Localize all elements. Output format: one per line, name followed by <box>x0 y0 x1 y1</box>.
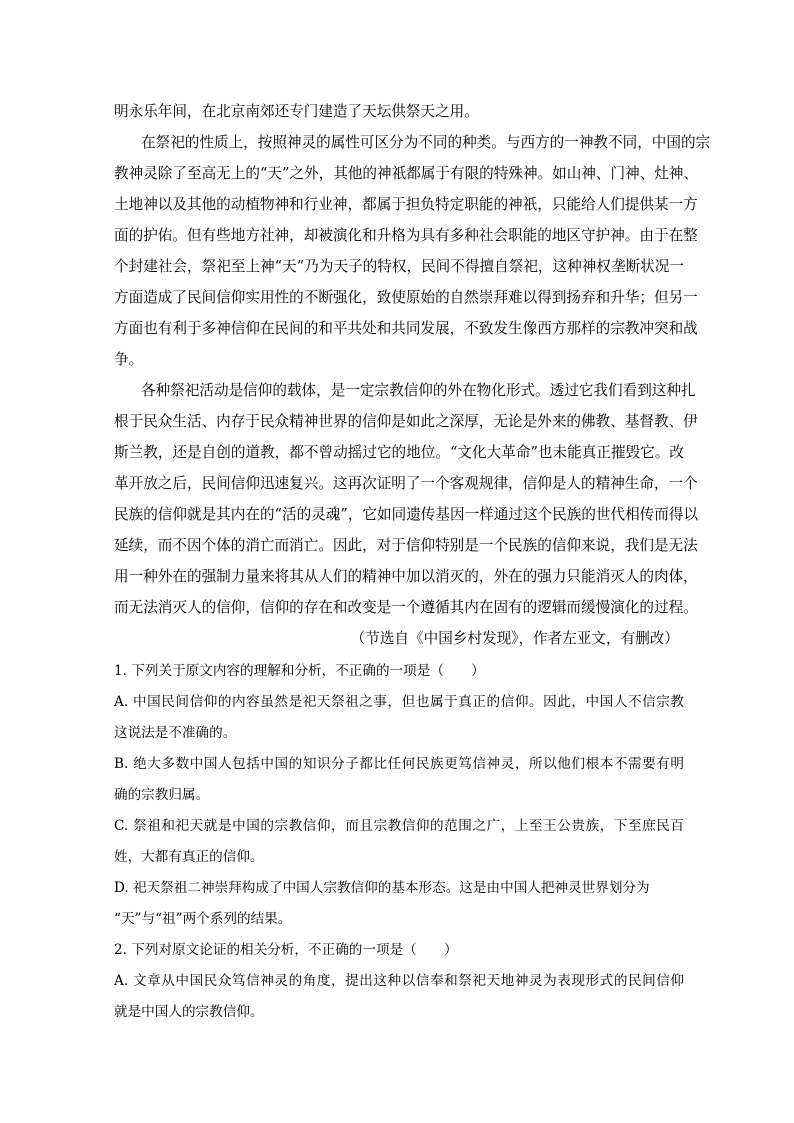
option-d-line: “天”与“祖”两个系列的结果。 <box>114 911 292 927</box>
paragraph-line: 土地神以及其他的动植物神和行业神，都属于担负特定职能的神祇，只能给人们提供某一方 <box>114 196 698 213</box>
paragraph-line: 个封建社会，祭祀至上神“天”乃为天子的特权，民间不得擅自祭祀，这种神权垄断状况一 <box>114 258 684 275</box>
option-d-line: D. 祀天祭祖二神崇拜构成了中国人宗教信仰的基本形态。这是由中国人把神灵世界划分为 <box>114 880 650 896</box>
option-c-line: C. 祭祖和祀天就是中国的宗教信仰，而且宗教信仰的范围之广，上至王公贵族，下至庶民百 <box>114 818 684 834</box>
option-a-line: A. 中国民间信仰的内容虽然是祀天祭祖之事，但也属于真正的信仰。因此，中国人不信宗教 <box>114 694 684 710</box>
question-stem: 2. 下列对原文论证的相关分析，不正确的一项是（ ） <box>114 942 458 958</box>
paragraph-line: 革开放之后，民间信仰迅速复兴。这再次证明了一个客观规律，信仰是人的精神生命，一个 <box>114 475 698 492</box>
paragraph-line: 各种祭祀活动是信仰的载体，是一定宗教信仰的外在物化形式。透过它我们看到这种扎 <box>141 382 696 399</box>
paragraph-line: 用一种外在的强制力量来将其从人们的精神中加以消灭的，外在的强力只能消灭人的肉体， <box>114 568 698 585</box>
paragraph-line: 明永乐年间，在北京南郊还专门建造了天坛供祭天之用。 <box>114 103 479 120</box>
paragraph-line: 方面造成了民间信仰实用性的不断强化，致使原始的自然崇拜难以得到扬弃和升华；但另一 <box>114 289 698 306</box>
paragraph-line: 斯兰教，还是自创的道教，都不曾动摇过它的地位。“文化大革命”也未能真正摧毁它。改 <box>114 444 684 461</box>
paragraph-line: 根于民众生活、内存于民众精神世界的信仰是如此之深厚，无论是外来的佛教、基督教、伊 <box>114 413 698 430</box>
option-a-line: 就是中国人的宗教信仰。 <box>114 1004 264 1020</box>
paragraph-line: 延续，而不因个体的消亡而消亡。因此，对于信仰特别是一个民族的信仰来说，我们是无法 <box>114 537 698 554</box>
paragraph-line: 争。 <box>114 351 144 368</box>
option-a-line: A. 文章从中国民众笃信神灵的角度，提出这种以信奉和祭祀天地神灵为表现形式的民间信仰 <box>114 973 684 989</box>
option-b-line: 确的宗教归属。 <box>114 787 210 803</box>
option-a-line: 这说法是不准确的。 <box>114 725 237 741</box>
paragraph-line: 面的护佑。但有些地方社神，却被演化和升格为具有多种社会职能的地区守护神。由于在整 <box>114 227 698 244</box>
option-b-line: B. 绝大多数中国人包括中国的知识分子都比任何民族更笃信神灵，所以他们根本不需要有明 <box>114 756 684 772</box>
paragraph-line: 方面也有利于多神信仰在民间的和平共处和共同发展，不致发生像西方那样的宗教冲突和战 <box>114 320 698 337</box>
option-c-line: 姓，大都有真正的信仰。 <box>114 849 264 865</box>
question-stem: 1. 下列关于原文内容的理解和分析，不正确的一项是（ ） <box>114 663 485 679</box>
source-citation: （节选自《中国乡村发现》，作者左亚文，有删改） <box>350 630 679 647</box>
paragraph-line: 而无法消灭人的信仰，信仰的存在和改变是一个遵循其内在固有的逻辑而缓慢演化的过程。 <box>114 599 698 616</box>
paragraph-line: 在祭祀的性质上，按照神灵的属性可区分为不同的种类。与西方的一神教不同，中国的宗 <box>141 134 711 151</box>
paragraph-line: 民族的信仰就是其内在的“活的灵魂”，它如同遗传基因一样通过这个民族的世代相传而得以 <box>114 506 699 523</box>
paragraph-line: 教神灵除了至高无上的“天”之外，其他的神祇都属于有限的特殊神。如山神、门神、灶神、 <box>114 165 699 182</box>
